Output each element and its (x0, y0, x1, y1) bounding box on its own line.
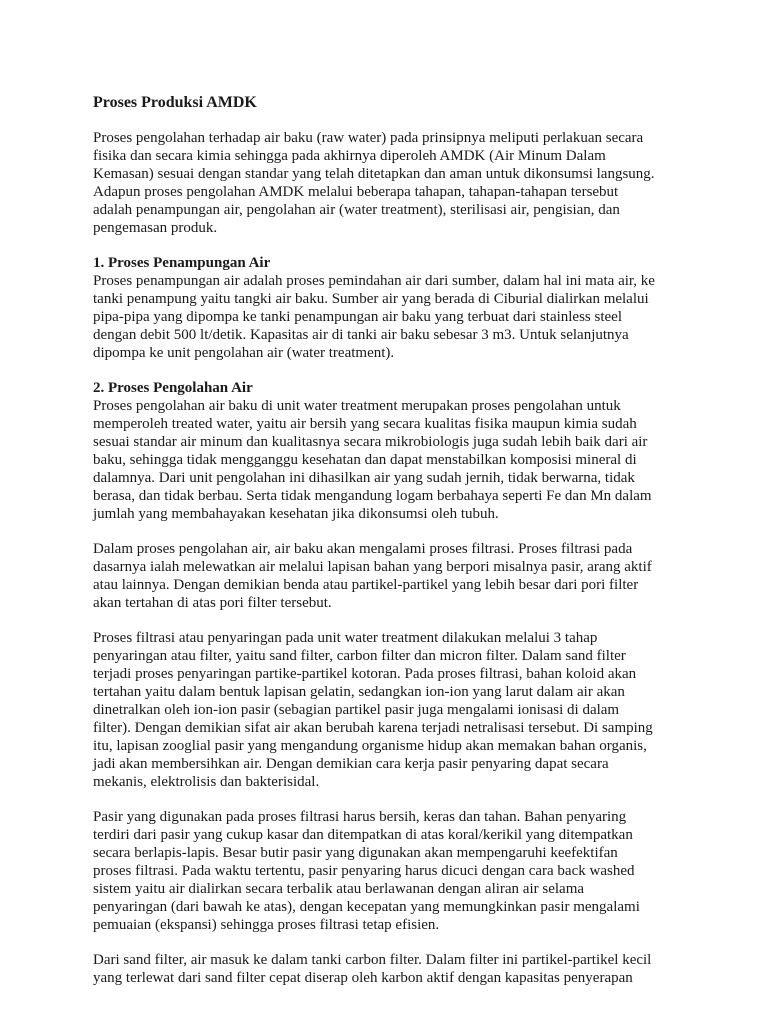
text-line: itu, lapisan zooglial pasir yang mengandung organisme hidup akan memakan bahan organis, (93, 738, 647, 754)
document-title: Proses Produksi AMDK (93, 94, 257, 111)
text-line: Adapun proses pengolahan AMDK melalui beberapa tahapan, tahapan-tahapan tersebut (93, 184, 619, 200)
tahap-filter-paragraph (93, 629, 683, 791)
text-line: tanki penampung yaitu tangki air baku. Sumber air yang berada di Ciburial dialirkan melalui (93, 291, 649, 307)
document-page (93, 93, 683, 1004)
text-line: Dari sand filter, air masuk ke dalam tanki carbon filter. Dalam filter ini partikel-partikel kecil (93, 952, 652, 968)
text-line: yang terlewat dari sand filter cepat diserap oleh karbon aktif dengan kapasitas penyerapan (93, 970, 633, 986)
pasir-paragraph (93, 808, 683, 934)
text-line: secara berlapis-lapis. Besar butir pasir yang digunakan akan mempengaruhi keefektifan (93, 845, 618, 861)
text-line: tertahan yaitu dalam bentuk lapisan gelatin, sedangkan ion-ion yang larut dalam air akan (93, 684, 625, 700)
section-heading: 2. Proses Pengolahan Air (93, 380, 253, 396)
text-line: penyaringan (dari bawah ke atas), dengan kecepatan yang memungkinkan pasir mengalami (93, 899, 640, 915)
text-line: Proses filtrasi atau penyaringan pada unit water treatment dilakukan melalui 3 tahap (93, 630, 598, 646)
text-line: Kemasan) sesuai dengan standar yang telah ditetapkan dan aman untuk dikonsumsi langsung. (93, 166, 655, 182)
section-penampungan (93, 254, 683, 362)
section-pengolahan (93, 379, 683, 523)
text-line: sistem yaitu air dialirkan secara terbalik atau berlawanan dengan aliran air selama (93, 881, 585, 897)
text-line: dalamnya. Dari unit pengolahan ini dihasilkan air yang sudah jernih, tidak berwarna, tidak (93, 470, 635, 486)
text-line: berasa, dan tidak berbau. Serta tidak mengandung logam berbahaya seperti Fe dan Mn dalam (93, 488, 652, 504)
section-heading: 1. Proses Penampungan Air (93, 255, 271, 271)
text-line: dinetralkan oleh ion-ion pasir (sebagian partikel pasir juga mengalami ionisasi di dalam (93, 702, 620, 718)
text-line: adalah penampungan air, pengolahan air (water treatment), sterilisasi air, pengisian, dan (93, 202, 620, 218)
text-line: Proses penampungan air adalah proses pemindahan air dari sumber, dalam hal ini mata air, ke (93, 273, 655, 289)
carbon-filter-paragraph (93, 951, 683, 987)
text-line: jumlah yang membahayakan kesehatan jika dikonsumsi oleh tubuh. (93, 506, 499, 522)
text-line: Pasir yang digunakan pada proses filtrasi harus bersih, keras dan tahan. Bahan penyaring (93, 809, 627, 825)
text-line: dengan debit 500 lt/detik. Kapasitas air di tanki air baku sebesar 3 m3. Untuk selanjutnya (93, 327, 629, 343)
text-line: filter). Dengan demikian sifat air akan berubah karena terjadi netralisasi tersebut. Di samping (93, 720, 653, 736)
text-line: terjadi proses penyaringan partike-partikel kotoran. Pada proses filtrasi, bahan koloid akan (93, 666, 637, 682)
text-line: penyaringan atau filter, yaitu sand filter, carbon filter dan micron filter. Dalam sand filter (93, 648, 626, 664)
text-line: Dalam proses pengolahan air, air baku akan mengalami proses filtrasi. Proses filtrasi pada (93, 541, 633, 557)
text-line: memperoleh treated water, yaitu air bersih yang secara kualitas fisika maupun kimia sudah (93, 416, 637, 432)
text-line: Proses pengolahan air baku di unit water treatment merupakan proses pengolahan untuk (93, 398, 621, 414)
intro-paragraph (93, 129, 683, 237)
text-line: sesuai standar air minum dan kualitasnya secara mikrobiologis juga sudah lebih baik dari air (93, 434, 648, 450)
text-line: akan tertahan di atas pori filter tersebut. (93, 595, 332, 611)
text-line: terdiri dari pasir yang cukup kasar dan ditempatkan di atas koral/kerikil yang ditempatkan (93, 827, 633, 843)
text-line: pipa-pipa yang dipompa ke tanki penampungan air baku yang terbuat dari stainless steel (93, 309, 623, 325)
text-line: jadi akan membersihkan air. Dengan demikian cara kerja pasir penyaring dapat secara (93, 756, 609, 772)
text-line: pengemasan produk. (93, 220, 218, 236)
text-line: mekanis, elektrolisis dan bakterisidal. (93, 774, 320, 790)
text-line: proses filtrasi. Pada waktu tertentu, pasir penyaring harus dicuci dengan cara back washed (93, 863, 635, 879)
text-line: Proses pengolahan terhadap air baku (raw water) pada prinsipnya meliputi perlakuan secara (93, 130, 644, 146)
text-line: fisika dan secara kimia sehingga pada akhirnya diperoleh AMDK (Air Minum Dalam (93, 148, 606, 164)
text-line: atau lainnya. Dengan demikian benda atau partikel-partikel yang lebih besar dari pori filter (93, 577, 639, 593)
filtrasi-paragraph (93, 540, 683, 612)
text-line: dipompa ke unit pengolahan air (water treatment). (93, 345, 395, 361)
text-line: baku, sehingga tidak mengganggu kesehatan dan dapat menstabilkan komposisi mineral di (93, 452, 637, 468)
text-line: dasarnya ialah melewatkan air melalui lapisan bahan yang berpori misalnya pasir, arang aktif (93, 559, 652, 575)
text-line: pemuaian (ekspansi) sehingga proses filtrasi tetap efisien. (93, 917, 440, 933)
